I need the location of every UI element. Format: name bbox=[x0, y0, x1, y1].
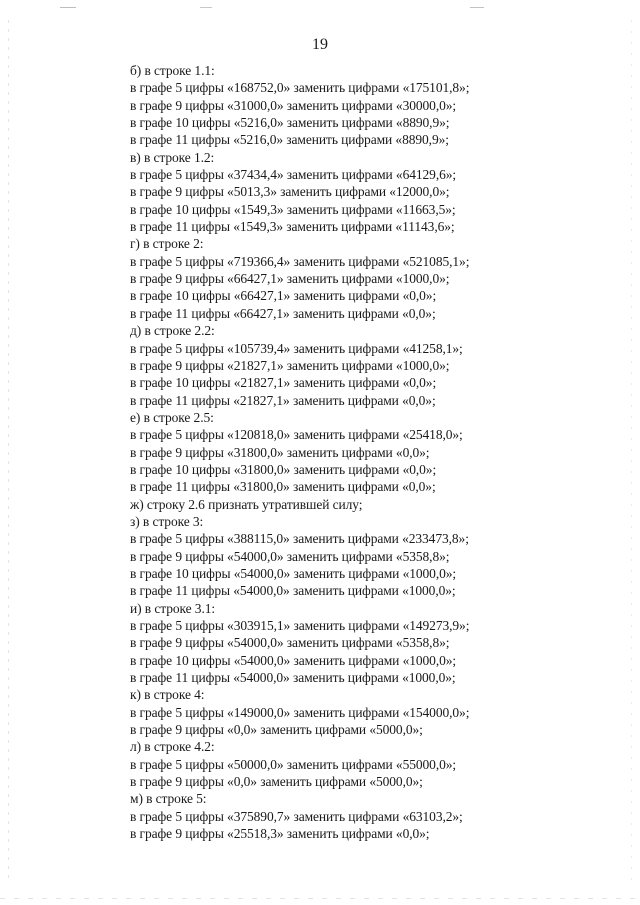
document-line: з) в строке 3: bbox=[130, 513, 204, 529]
document-line: в графе 9 цифры «0,0» заменить цифрами «5000,0»; bbox=[130, 722, 423, 738]
document-line: в графе 10 цифры «1549,3» заменить цифрами «11663,5»; bbox=[130, 201, 456, 217]
document-line: в) в строке 1.2: bbox=[130, 149, 215, 165]
document-line: в графе 9 цифры «31800,0» заменить цифрами «0,0»; bbox=[130, 444, 430, 460]
document-line: в графе 10 цифры «5216,0» заменить цифрами «8890,9»; bbox=[130, 115, 450, 131]
document-line: в графе 10 цифры «54000,0» заменить цифрами «1000,0»; bbox=[130, 565, 457, 581]
document-line: в графе 5 цифры «375890,7» заменить цифрами «63103,2»; bbox=[130, 808, 463, 824]
document-line: в графе 9 цифры «5013,3» заменить цифрами «12000,0»; bbox=[130, 184, 450, 200]
document-line: в графе 10 цифры «66427,1» заменить цифрами «0,0»; bbox=[130, 288, 437, 304]
document-line: в графе 11 цифры «31800,0» заменить цифрами «0,0»; bbox=[130, 479, 436, 495]
document-line: в графе 10 цифры «31800,0» заменить цифрами «0,0»; bbox=[130, 461, 437, 477]
document-line: в графе 5 цифры «303915,1» заменить цифрами «149273,9»; bbox=[130, 618, 470, 633]
document-line: в графе 11 цифры «5216,0» заменить цифрами «8890,9»; bbox=[130, 132, 449, 148]
document-line: в графе 11 цифры «54000,0» заменить цифрами «1000,0»; bbox=[130, 670, 456, 686]
scan-artifact-bottom bbox=[0, 898, 640, 899]
document-line: в графе 5 цифры «50000,0» заменить цифрами «55000,0»; bbox=[130, 756, 457, 772]
document-line: в графе 9 цифры «31000,0» заменить цифрами «30000,0»; bbox=[130, 97, 457, 113]
document-line: в графе 11 цифры «1549,3» заменить цифрами «11143,6»; bbox=[130, 219, 455, 235]
document-line: в графе 9 цифры «66427,1» заменить цифрами «1000,0»; bbox=[130, 271, 450, 287]
document-line: в графе 5 цифры «388115,0» заменить цифрами «233473,8»; bbox=[130, 531, 469, 547]
amendment-list bbox=[130, 62, 590, 842]
document-line: в графе 11 цифры «66427,1» заменить цифрами «0,0»; bbox=[130, 305, 436, 321]
document-line: в графе 11 цифры «21827,1» заменить цифрами «0,0»; bbox=[130, 392, 436, 408]
document-line: в графе 11 цифры «54000,0» заменить цифрами «1000,0»; bbox=[130, 583, 456, 599]
document-line: в графе 5 цифры «149000,0» заменить цифрами «154000,0»; bbox=[130, 704, 470, 720]
scan-artifact-right bbox=[631, 20, 632, 880]
document-line: в графе 9 цифры «21827,1» заменить цифрами «1000,0»; bbox=[130, 357, 450, 373]
document-line: в графе 5 цифры «719366,4» заменить цифрами «521085,1»; bbox=[130, 253, 470, 269]
document-line: б) в строке 1.1: bbox=[130, 63, 215, 78]
document-line: в графе 9 цифры «0,0» заменить цифрами «5000,0»; bbox=[130, 774, 423, 790]
document-line: в графе 10 цифры «54000,0» заменить цифрами «1000,0»; bbox=[130, 652, 457, 668]
document-line: г) в строке 2: bbox=[130, 236, 204, 252]
document-line: л) в строке 4.2: bbox=[130, 739, 215, 755]
document-line: в графе 9 цифры «54000,0» заменить цифрами «5358,8»; bbox=[130, 548, 450, 564]
document-line: в графе 5 цифры «168752,0» заменить цифрами «175101,8»; bbox=[130, 80, 470, 96]
scan-artifact-left bbox=[8, 20, 9, 880]
document-line: в графе 9 цифры «54000,0» заменить цифрами «5358,8»; bbox=[130, 635, 450, 651]
document-line: и) в строке 3.1: bbox=[130, 600, 216, 616]
scan-artifact-top bbox=[0, 5, 640, 13]
document-line: в графе 5 цифры «37434,4» заменить цифрами «64129,6»; bbox=[130, 167, 457, 183]
document-line: в графе 10 цифры «21827,1» заменить цифрами «0,0»; bbox=[130, 375, 437, 391]
document-line: м) в строке 5: bbox=[130, 791, 207, 807]
document-line: к) в строке 4: bbox=[130, 687, 205, 703]
document-line: в графе 5 цифры «120818,0» заменить цифрами «25418,0»; bbox=[130, 427, 463, 443]
page-number: 19 bbox=[312, 36, 328, 53]
document-line: д) в строке 2.2: bbox=[130, 323, 215, 339]
document-line: в графе 5 цифры «105739,4» заменить цифрами «41258,1»; bbox=[130, 340, 463, 356]
document-line: ж) строку 2.6 признать утратившей силу; bbox=[130, 496, 363, 512]
document-line: в графе 9 цифры «25518,3» заменить цифрами «0,0»; bbox=[130, 826, 430, 842]
document-line: е) в строке 2.5: bbox=[130, 409, 214, 425]
